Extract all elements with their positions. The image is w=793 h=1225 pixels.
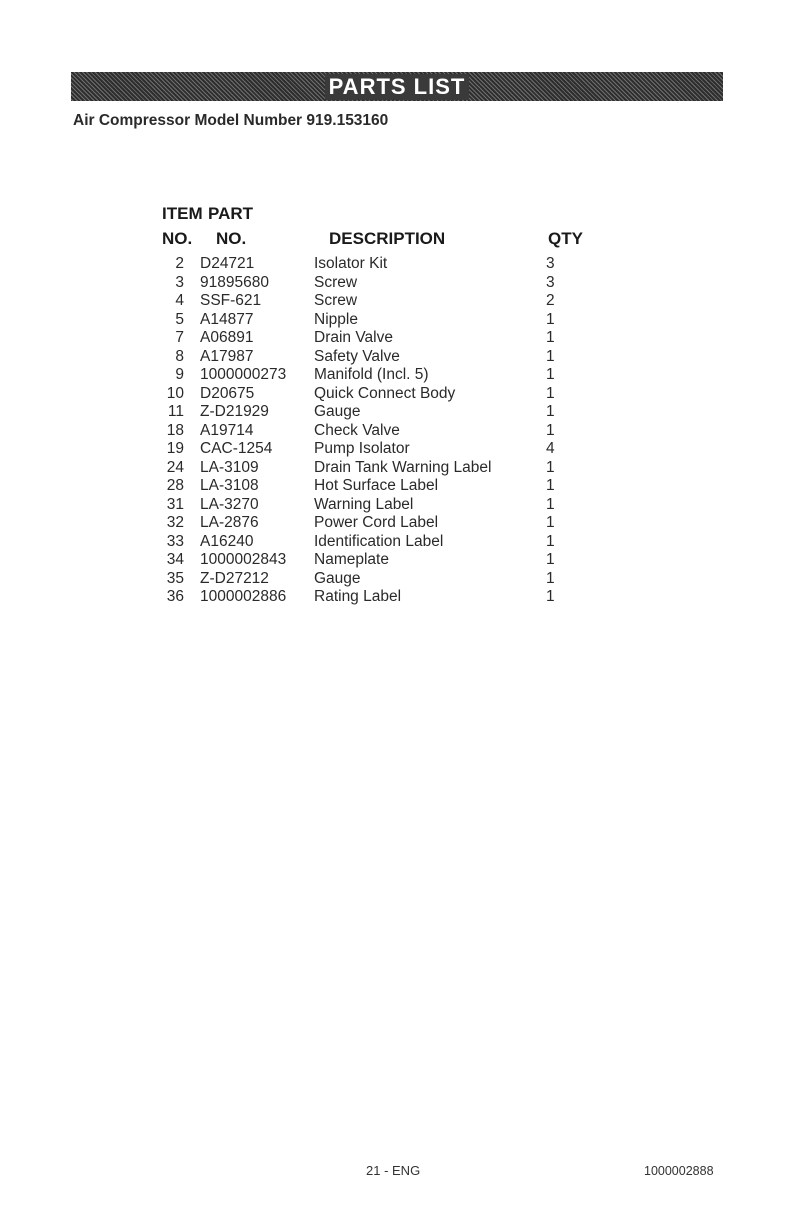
table-row — [160, 329, 566, 348]
table-row — [160, 255, 566, 274]
description-cell: Manifold (Incl. 5) — [314, 366, 429, 383]
part-no-cell: A17987 — [200, 347, 254, 365]
qty-cell: 3 — [546, 273, 555, 291]
header-item-no: NO. — [162, 229, 193, 248]
qty-cell: 1 — [546, 495, 555, 513]
qty-cell: 1 — [546, 347, 555, 365]
qty-cell: 1 — [546, 532, 555, 550]
qty-cell: 4 — [546, 440, 555, 457]
table-row — [160, 551, 566, 570]
qty-cell: 2 — [546, 292, 555, 309]
table-row — [160, 533, 566, 552]
model-number-line: Air Compressor Model Number 919.153160 — [73, 112, 389, 129]
item-no-cell: 19 — [166, 440, 184, 457]
table-row — [160, 274, 566, 293]
part-no-cell: A14877 — [200, 310, 254, 328]
description-cell: Check Valve — [314, 421, 400, 439]
qty-cell: 1 — [546, 569, 555, 587]
item-no-cell: 2 — [175, 255, 184, 272]
item-no-cell: 10 — [166, 384, 184, 402]
item-no-cell: 4 — [175, 292, 184, 309]
header-description: DESCRIPTION — [329, 229, 446, 248]
qty-cell: 1 — [546, 477, 555, 494]
table-row — [160, 292, 566, 311]
part-no-cell: Z-D21929 — [200, 403, 269, 420]
header-item-top: ITEM — [162, 204, 203, 223]
table-row — [160, 588, 566, 607]
description-cell: Quick Connect Body — [314, 384, 456, 402]
item-no-cell: 28 — [166, 477, 184, 494]
part-no-cell: 1000002886 — [200, 588, 287, 605]
banner-title: PARTS LIST — [325, 74, 470, 100]
description-cell: Warning Label — [314, 495, 414, 513]
parts-list-banner — [71, 72, 723, 101]
part-no-cell: A06891 — [200, 329, 254, 346]
part-no-cell: D20675 — [200, 384, 255, 402]
part-no-cell: D24721 — [200, 255, 255, 272]
qty-cell: 1 — [546, 421, 555, 439]
table-row — [160, 440, 566, 459]
description-cell: Nameplate — [314, 551, 389, 568]
part-no-cell: 91895680 — [200, 273, 269, 291]
item-no-cell: 7 — [175, 329, 184, 346]
qty-cell: 1 — [546, 551, 555, 568]
qty-cell: 3 — [546, 255, 555, 272]
item-no-cell: 24 — [166, 458, 184, 476]
part-no-cell: Z-D27212 — [200, 569, 269, 587]
table-row — [160, 514, 566, 533]
table-row — [160, 366, 566, 385]
part-no-cell: LA-2876 — [200, 514, 259, 531]
part-no-cell: A19714 — [200, 421, 254, 439]
table-row — [160, 477, 566, 496]
part-no-cell: 1000002843 — [200, 551, 287, 568]
table-row — [160, 348, 566, 367]
table-row — [160, 385, 566, 404]
qty-cell: 1 — [546, 514, 555, 531]
table-row — [160, 459, 566, 478]
header-part-no: NO. — [216, 229, 247, 248]
description-cell: Gauge — [314, 569, 361, 587]
item-no-cell: 3 — [175, 273, 184, 291]
item-no-cell: 31 — [166, 495, 184, 513]
description-cell: Pump Isolator — [314, 440, 410, 457]
part-no-cell: CAC-1254 — [200, 440, 273, 457]
parts-table — [160, 255, 566, 607]
part-no-cell: LA-3109 — [200, 458, 259, 476]
description-cell: Identification Label — [314, 532, 444, 550]
table-row — [160, 570, 566, 589]
header-qty: QTY — [548, 229, 583, 248]
table-row — [160, 403, 566, 422]
page-number: 21 - ENG — [366, 1163, 421, 1178]
qty-cell: 1 — [546, 403, 555, 420]
part-no-cell: A16240 — [200, 532, 254, 550]
table-row — [160, 311, 566, 330]
header-part-top: PART — [208, 204, 254, 223]
qty-cell: 1 — [546, 588, 555, 605]
item-no-cell: 34 — [166, 551, 184, 568]
qty-cell: 1 — [546, 458, 555, 476]
item-no-cell: 9 — [175, 366, 184, 383]
qty-cell: 1 — [546, 310, 555, 328]
part-no-cell: LA-3108 — [200, 477, 259, 494]
item-no-cell: 5 — [175, 310, 184, 328]
item-no-cell: 8 — [175, 347, 184, 365]
description-cell: Rating Label — [314, 588, 402, 605]
description-cell: Screw — [314, 273, 358, 291]
qty-cell: 1 — [546, 366, 555, 383]
description-cell: Drain Valve — [314, 329, 393, 346]
description-cell: Safety Valve — [314, 347, 400, 365]
description-cell: Screw — [314, 292, 358, 309]
item-no-cell: 35 — [166, 569, 184, 587]
description-cell: Hot Surface Label — [314, 477, 439, 494]
table-row — [160, 496, 566, 515]
part-no-cell: SSF-621 — [200, 292, 262, 309]
item-no-cell: 32 — [166, 514, 184, 531]
description-cell: Drain Tank Warning Label — [314, 458, 492, 476]
item-no-cell: 36 — [166, 588, 184, 605]
item-no-cell: 18 — [166, 421, 184, 439]
qty-cell: 1 — [546, 384, 555, 402]
part-no-cell: 1000000273 — [200, 366, 287, 383]
table-row — [160, 422, 566, 441]
part-no-cell: LA-3270 — [200, 495, 259, 513]
description-cell: Nipple — [314, 310, 358, 328]
qty-cell: 1 — [546, 329, 555, 346]
description-cell: Isolator Kit — [314, 255, 388, 272]
item-no-cell: 11 — [167, 403, 184, 420]
document-number: 1000002888 — [644, 1164, 714, 1178]
item-no-cell: 33 — [166, 532, 184, 550]
description-cell: Power Cord Label — [314, 514, 439, 531]
description-cell: Gauge — [314, 403, 361, 420]
